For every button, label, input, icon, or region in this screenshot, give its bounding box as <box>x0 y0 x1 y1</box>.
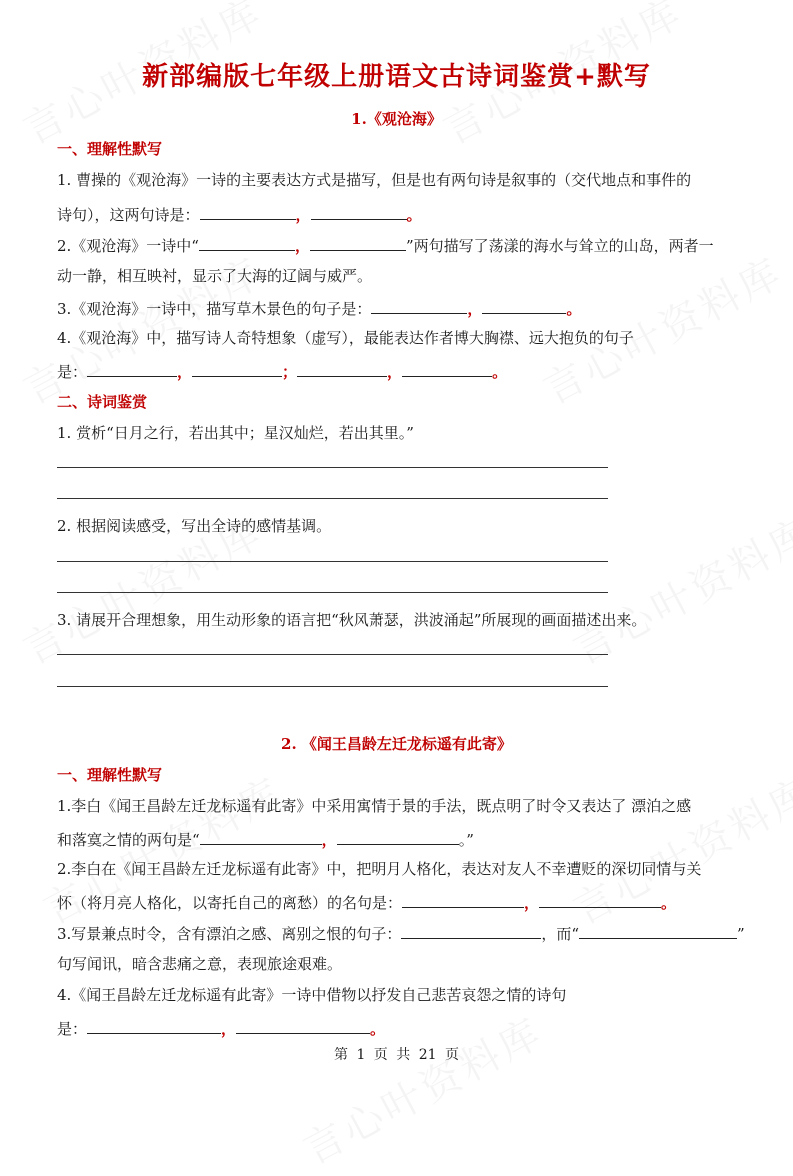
answer-blank[interactable] <box>401 922 541 939</box>
answer-blank[interactable] <box>402 360 492 377</box>
p2-q3-text: ，而“ <box>541 925 579 943</box>
p2-q1-text: 。” <box>458 831 474 849</box>
p2-q4-line1: 4.《闻王昌龄左迁龙标遥有此寄》一诗中借物以抒发自己悲苦哀怨之情的诗句 <box>57 986 567 1004</box>
p1-q3-text: 3.《观沧海》一诗中，描写草木景色的句子是： <box>57 300 372 318</box>
answer-line[interactable] <box>57 592 608 593</box>
p1-q1-line1: 1. 曹操的《观沧海》一诗的主要表达方式是描写，但是也有两句诗是叙事的（交代地点和事件的 <box>57 171 692 189</box>
punct: ， <box>467 300 483 318</box>
p2-q2-line2 <box>57 891 676 913</box>
p1-q4-text: 是： <box>57 363 88 381</box>
answer-line[interactable] <box>57 498 608 499</box>
p2-q3-text: ” <box>737 925 745 943</box>
p2-q1-text: 和落寞之情的两句是“ <box>57 831 200 849</box>
punct: ， <box>387 363 403 381</box>
p1-a2-question: 2. 根据阅读感受，写出全诗的感情基调。 <box>57 517 332 535</box>
watermark <box>562 501 793 675</box>
p2-q4-line2 <box>57 1017 385 1039</box>
answer-line[interactable] <box>57 654 608 655</box>
p2-q3-line1 <box>57 922 745 944</box>
punct: ； <box>282 363 298 381</box>
p1-q4-line1: 4.《观沧海》中，描写诗人奇特想象（虚写），最能表达作者博大胸襟、远大抱负的句子 <box>57 329 634 347</box>
punct: ， <box>295 206 311 224</box>
answer-blank[interactable] <box>192 360 282 377</box>
p2-q1-line2 <box>57 828 474 850</box>
answer-blank[interactable] <box>199 234 295 251</box>
poem1-section-appreciation: 二、诗词鉴赏 <box>57 393 148 411</box>
p1-q2-text: 2.《观沧海》一诗中“ <box>57 237 199 255</box>
p2-q4-text: 是： <box>57 1020 88 1038</box>
p2-q2-text: 怀（将月亮人格化，以寄托自己的离愁）的名句是： <box>57 894 403 912</box>
punct: ， <box>177 363 193 381</box>
answer-blank[interactable] <box>310 234 406 251</box>
p1-q2-text: ”两句描写了荡漾的海水与耸立的山岛，两者一 <box>406 237 714 255</box>
punct: ， <box>321 831 337 849</box>
answer-blank[interactable] <box>200 828 322 845</box>
answer-line[interactable] <box>57 686 608 687</box>
answer-blank[interactable] <box>402 891 524 908</box>
page-title: 新部编版七年级上册语文古诗词鉴赏+默写 <box>142 62 651 92</box>
p2-q1-line1: 1.李白《闻王昌龄左迁龙标遥有此寄》中采用寓情于景的手法，既点明了时令又表达了 漂泊之感 <box>57 797 692 815</box>
p1-q4-line2 <box>57 360 507 382</box>
p1-q1-line2 <box>57 203 422 225</box>
p1-a3-question: 3. 请展开合理想象，用生动形象的语言把“秋风萧瑟，洪波涌起”所展现的画面描述出来。 <box>57 611 647 629</box>
punct: 。 <box>566 300 582 318</box>
poem2-section-dictation: 一、理解性默写 <box>57 766 163 784</box>
poem1-section-dictation: 一、理解性默写 <box>57 140 163 158</box>
answer-blank[interactable] <box>311 203 407 220</box>
answer-blank[interactable] <box>579 922 737 939</box>
punct: 。 <box>406 206 422 224</box>
poem1-heading: 1.《观沧海》 <box>351 110 442 128</box>
p1-q3-line <box>57 297 581 319</box>
punct: ， <box>294 237 310 255</box>
p2-q2-line1: 2.李白在《闻王昌龄左迁龙标遥有此寄》中，把明月人格化，表达对友人不幸遭贬的深切同情与关 <box>57 860 702 878</box>
poem2-heading: 2. 《闻王昌龄左迁龙标遥有此寄》 <box>281 735 512 753</box>
punct: 。 <box>370 1020 386 1038</box>
p1-q2-line2: 动一静，相互映衬，显示了大海的辽阔与威严。 <box>57 267 373 285</box>
answer-blank[interactable] <box>539 891 661 908</box>
answer-blank[interactable] <box>337 828 459 845</box>
page-footer: 第 1 页 共 21 页 <box>334 1047 459 1063</box>
answer-blank[interactable] <box>371 297 467 314</box>
p1-q1-text: 诗句），这两句诗是： <box>57 206 200 224</box>
answer-blank[interactable] <box>87 360 177 377</box>
answer-line[interactable] <box>57 467 608 468</box>
p1-q2-line1 <box>57 234 714 256</box>
punct: ， <box>524 894 540 912</box>
p1-a1-question: 1. 赏析“日月之行，若出其中；星汉灿烂，若出其里。” <box>57 424 414 442</box>
p2-q3-text: 3.写景兼点时令，含有漂泊之感、离别之恨的句子： <box>57 925 402 943</box>
p2-q3-line2: 句写闻讯，暗含悲痛之意，表现旅途艰难。 <box>57 955 343 973</box>
answer-blank[interactable] <box>236 1017 370 1034</box>
answer-blank[interactable] <box>87 1017 221 1034</box>
answer-blank[interactable] <box>200 203 296 220</box>
answer-blank[interactable] <box>297 360 387 377</box>
punct: 。 <box>492 363 508 381</box>
punct: ， <box>221 1020 237 1038</box>
answer-blank[interactable] <box>482 297 566 314</box>
answer-line[interactable] <box>57 561 608 562</box>
punct: 。 <box>661 894 677 912</box>
